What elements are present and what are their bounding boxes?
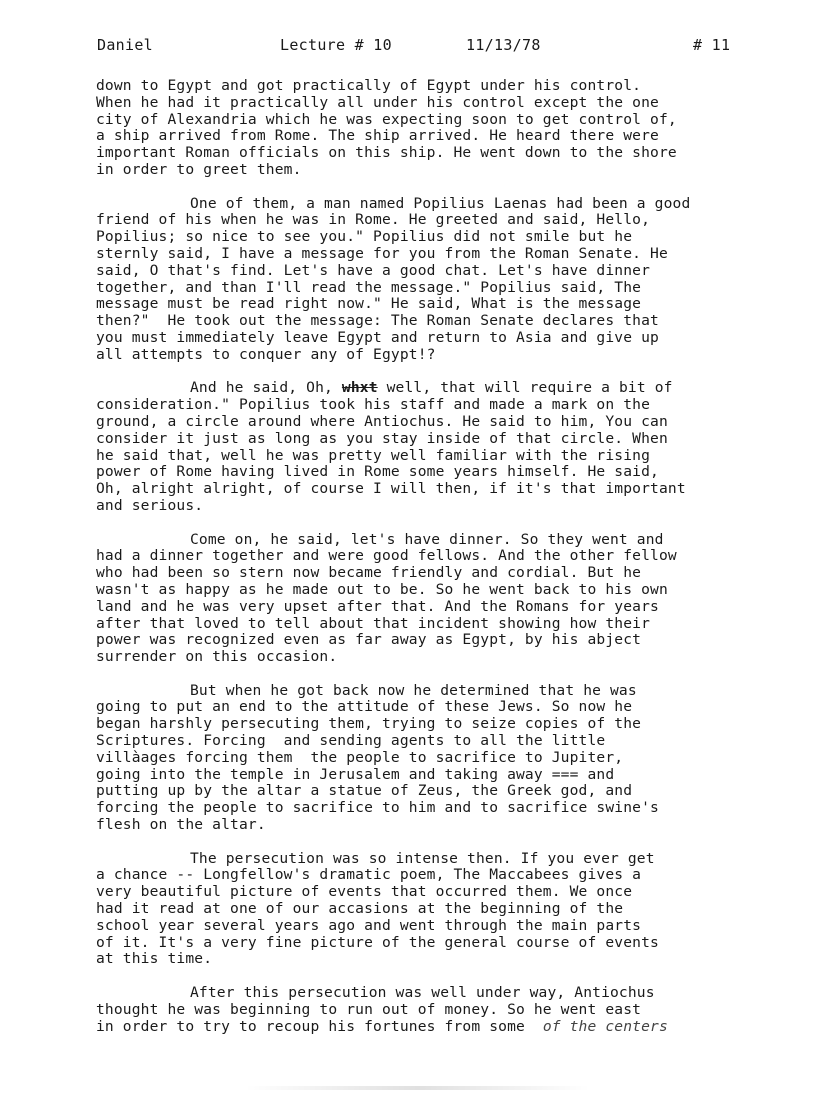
text-line: at this time. bbox=[96, 950, 213, 968]
text-line: of it. It's a very fine picture of the general course of events bbox=[96, 933, 659, 951]
paragraph bbox=[96, 532, 796, 666]
text-line: had a dinner together and were good fellows. And the other fellow bbox=[96, 547, 677, 565]
handwritten-tail: of the centers bbox=[542, 1017, 668, 1035]
page-header bbox=[0, 36, 839, 56]
text-line: consider it just as long as you stay inside of that circle. When bbox=[96, 429, 668, 447]
text-line: said, O that's find. Let's have a good chat. Let's have dinner bbox=[96, 261, 651, 279]
text-line: surrender on this occasion. bbox=[96, 648, 338, 666]
text-line: power was recognized even as far away as Egypt, by his abject bbox=[96, 631, 642, 649]
text-line: The persecution was so intense then. If you ever get bbox=[190, 849, 655, 867]
text-line: land and he was very upset after that. And the Romans for years bbox=[96, 597, 659, 615]
text-line: ground, a circle around where Antiochus. He said to him, You can bbox=[96, 412, 668, 430]
header-date: 11/13/78 bbox=[466, 36, 541, 54]
text-line-rest: well, that will require a bit of bbox=[377, 379, 673, 397]
text-line: One of them, a man named Popilius Laenas had been a good bbox=[190, 194, 691, 212]
text-line: all attempts to conquer any of Egypt!? bbox=[96, 345, 436, 363]
text-line: in order to greet them. bbox=[96, 160, 302, 178]
text-line: going into the temple in Jerusalem and taking away === and bbox=[96, 765, 615, 783]
paragraph bbox=[96, 78, 796, 179]
text-line: Popilius; so nice to see you." Popilius did not smile but he bbox=[96, 228, 633, 246]
text-line: consideration." Popilius took his staff and made a mark on the bbox=[96, 396, 651, 414]
text-line: going to put an end to the attitude of these Jews. So now he bbox=[96, 698, 633, 716]
paragraph bbox=[96, 196, 796, 364]
paragraph bbox=[96, 985, 796, 1035]
text-line: you must immediately leave Egypt and return to Asia and give up bbox=[96, 328, 659, 346]
text-line: school year several years ago and went through the main parts bbox=[96, 916, 642, 934]
text-line: city of Alexandria which he was expecting soon to get control of, bbox=[96, 110, 677, 128]
text-line: And he said, Oh, whxt well, that will require a bit of bbox=[190, 379, 673, 397]
text-line: message must be read right now." He said, What is the message bbox=[96, 295, 642, 313]
text-line: Oh, alright alright, of course I will then, if it's that important bbox=[96, 480, 686, 498]
struck-word: whxt bbox=[341, 379, 378, 397]
text-line: he said that, well he was pretty well familiar with the rising bbox=[96, 446, 651, 464]
lecture-body bbox=[96, 78, 796, 1052]
paragraph bbox=[96, 851, 796, 969]
text-line: who had been so stern now became friendly and cordial. But he bbox=[96, 564, 642, 582]
text-line: important Roman officials on this ship. He went down to the shore bbox=[96, 144, 677, 162]
text-line: a chance -- Longfellow's dramatic poem, The Maccabees gives a bbox=[96, 866, 642, 884]
text-line: after that loved to tell about that incident showing how their bbox=[96, 614, 651, 632]
text-line: very beautiful picture of events that occurred them. We once bbox=[96, 883, 633, 901]
paragraph bbox=[96, 380, 796, 514]
text-line: wasn't as happy as he made out to be. So he went back to his own bbox=[96, 580, 668, 598]
text-line: down to Egypt and got practically of Egypt under his control. bbox=[96, 77, 642, 94]
header-lecture-number: Lecture # 10 bbox=[280, 36, 392, 54]
text-line: had it read at one of our accasions at the beginning of the bbox=[96, 900, 624, 918]
header-page-number: # 11 bbox=[693, 36, 731, 54]
text-line: a ship arrived from Rome. The ship arrived. He heard there were bbox=[96, 127, 659, 145]
text-line: forcing the people to sacrifice to him and to sacrifice swine's bbox=[96, 799, 659, 817]
text-line: flesh on the altar. bbox=[96, 816, 266, 834]
text-line: But when he got back now he determined that he was bbox=[190, 681, 637, 699]
text-line: and serious. bbox=[96, 496, 204, 514]
text-line: friend of his when he was in Rome. He greeted and said, Hello, bbox=[96, 211, 651, 229]
text-line: then?" He took out the message: The Roman Senate declares that bbox=[96, 312, 659, 330]
text-line: thought he was beginning to run out of money. So he went east bbox=[96, 1000, 642, 1018]
paragraph bbox=[96, 683, 796, 834]
text-line: sternly said, I have a message for you from the Roman Senate. He bbox=[96, 244, 668, 262]
text-line: When he had it practically all under his control except the one bbox=[96, 93, 659, 111]
text-line: together, and than I'll read the message." Popilius said, The bbox=[96, 278, 642, 296]
text-line: villàages forcing them the people to sacrifice to Jupiter, bbox=[96, 748, 624, 766]
text-line: Scriptures. Forcing and sending agents to all the little bbox=[96, 732, 606, 750]
text-line: in order to try to recoup his fortunes from some of the centers bbox=[96, 1017, 668, 1035]
text-line: power of Rome having lived in Rome some years himself. He said, bbox=[96, 463, 659, 481]
text-line: began harshly persecuting them, trying to seize copies of the bbox=[96, 715, 642, 733]
text-line: putting up by the altar a statue of Zeus, the Greek god, and bbox=[96, 782, 633, 800]
scan-smudge bbox=[245, 1086, 590, 1090]
header-book-title: Daniel bbox=[97, 36, 153, 54]
text-line: Come on, he said, let's have dinner. So they went and bbox=[190, 530, 664, 548]
text-line: After this persecution was well under way, Antiochus bbox=[190, 984, 655, 1002]
